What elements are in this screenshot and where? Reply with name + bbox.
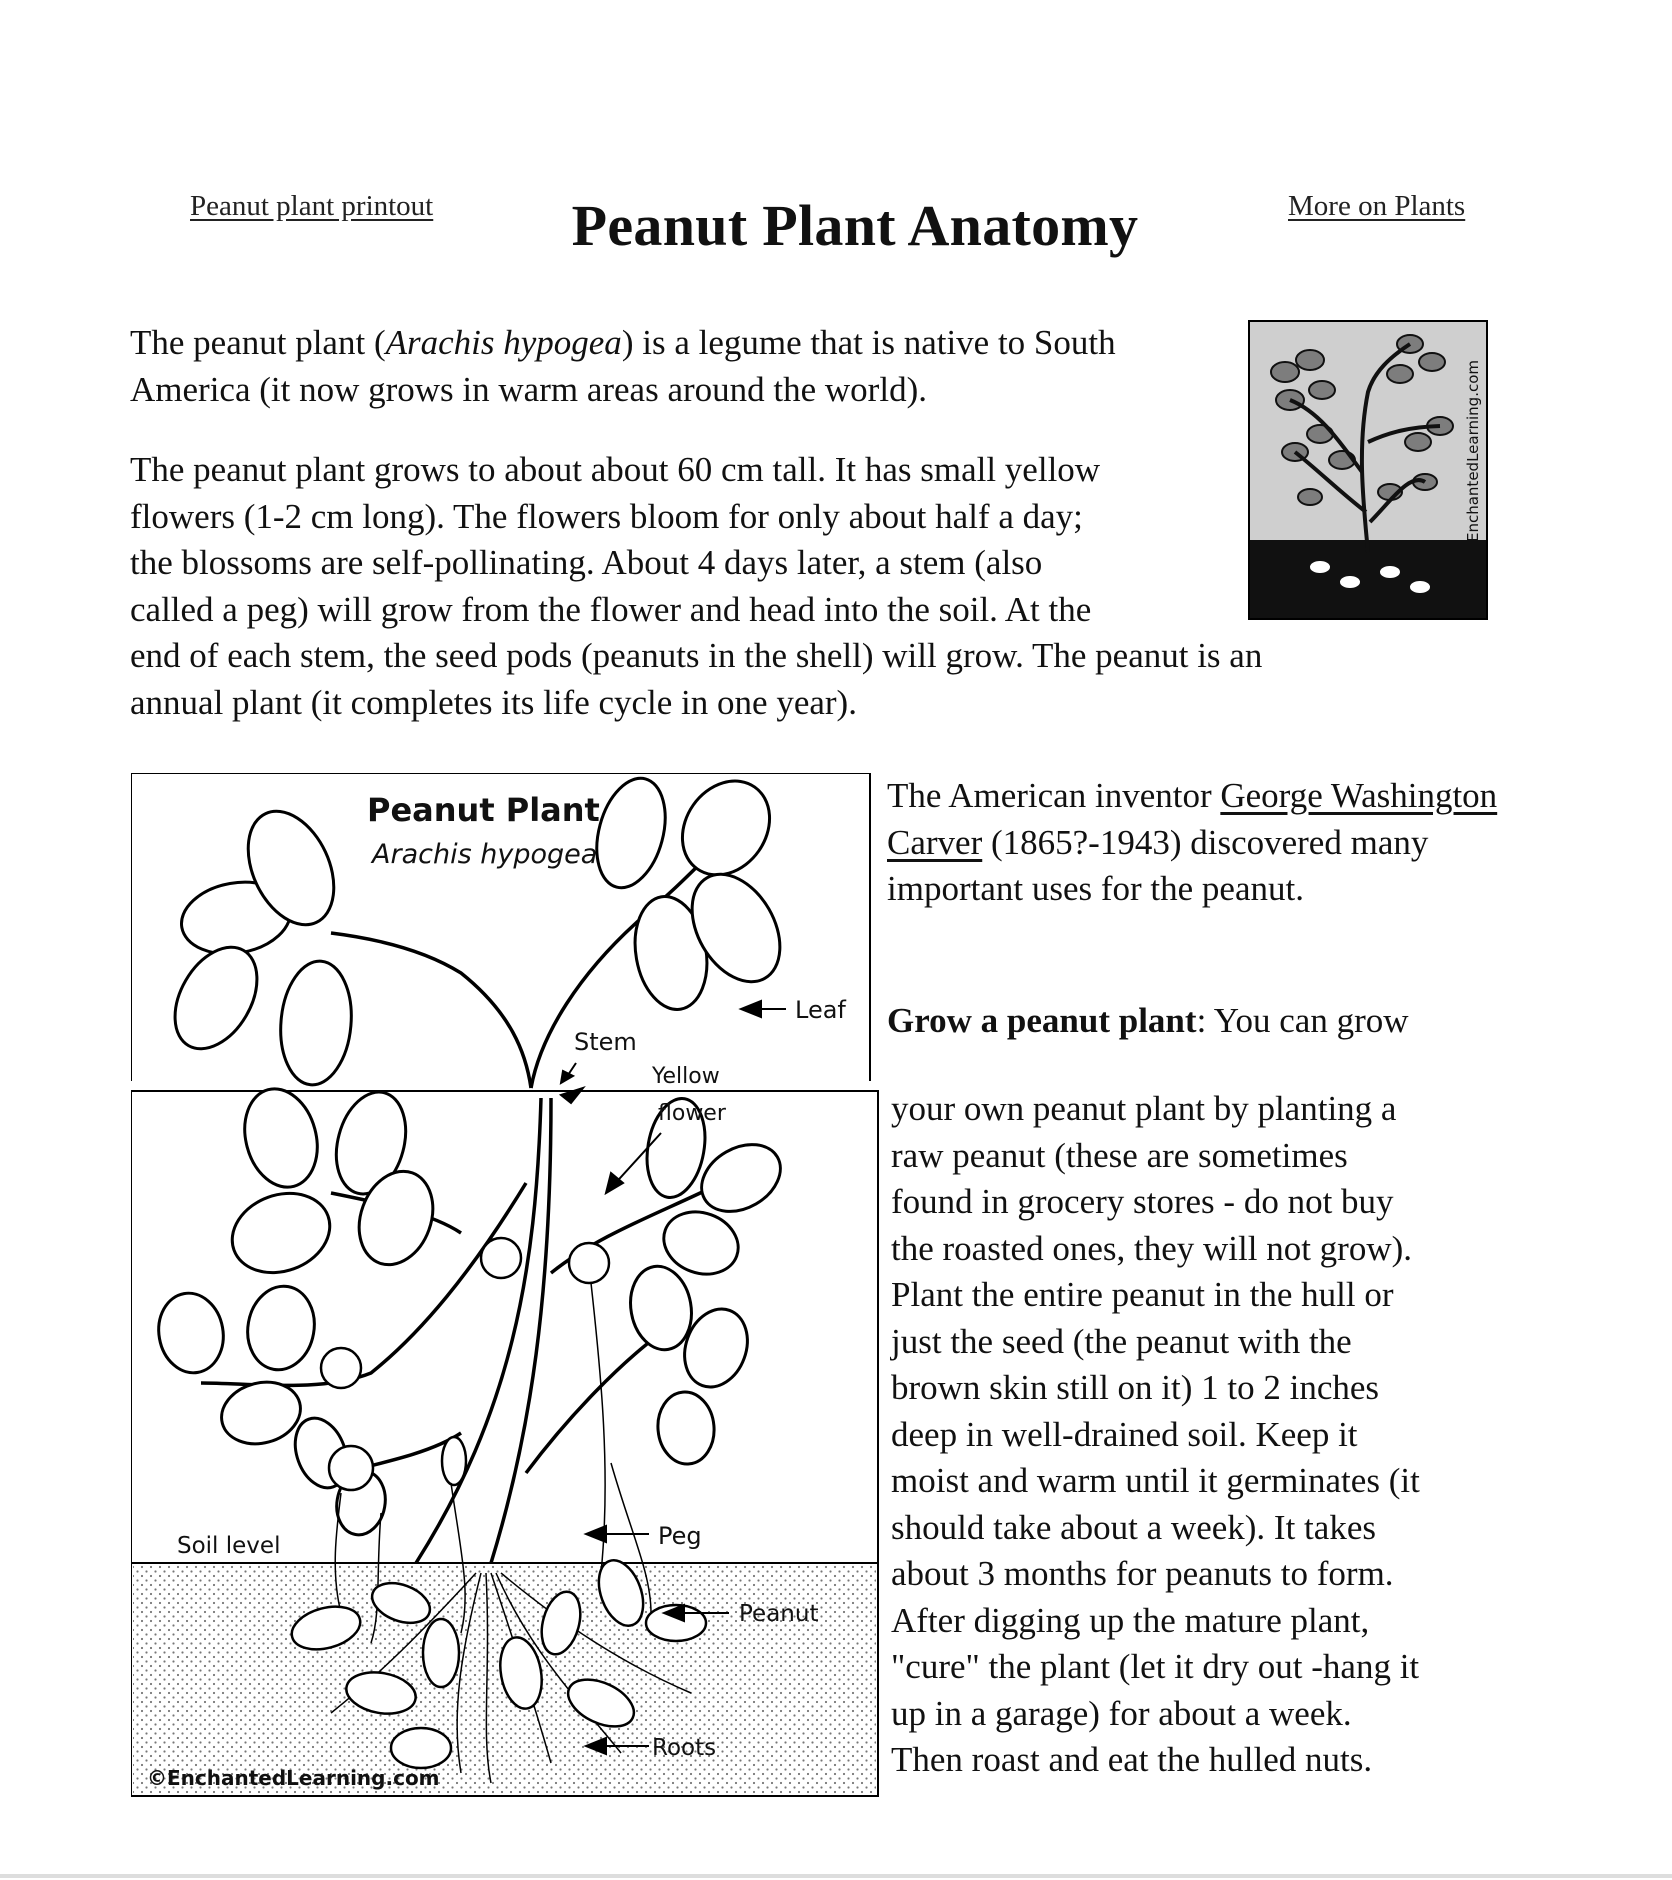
grow-line: should take about a week). It takes — [891, 1507, 1376, 1547]
leaf — [234, 1081, 327, 1196]
diagram-title: Peanut Plant — [367, 791, 600, 829]
flower — [569, 1243, 609, 1283]
grow-line: raw peanut (these are sometimes — [891, 1135, 1348, 1175]
flower — [321, 1348, 361, 1388]
roots-label: Roots — [652, 1735, 717, 1761]
more-on-plants-link[interactable]: More on Plants — [1288, 190, 1466, 222]
grow-line: deep in well-drained soil. Keep it — [891, 1414, 1358, 1454]
leaf — [276, 958, 357, 1088]
grow-line: up in a garage) for about a week. — [891, 1693, 1352, 1733]
carver-intro: The American inventor — [887, 776, 1221, 815]
peanut-printout-link[interactable]: Peanut plant printout — [190, 190, 434, 222]
grow-line: moist and warm until it germinates (it — [891, 1461, 1420, 1500]
leaf — [221, 1180, 341, 1286]
stem-label: Stem — [574, 1028, 637, 1056]
leaf-label: Leaf — [795, 996, 846, 1024]
peanut-pod — [391, 1728, 451, 1768]
grow-heading: Grow a peanut plant — [887, 1001, 1197, 1040]
intro-paragraph — [130, 320, 1210, 413]
leaf — [153, 1288, 230, 1378]
flower-bud — [442, 1437, 466, 1485]
grow-line: brown skin still on it) 1 to 2 inches — [891, 1368, 1380, 1407]
thumbnail-watermark: EnchantedLearning.com — [1464, 360, 1482, 542]
grow-line: the roasted ones, they will not grow). — [891, 1228, 1413, 1268]
growth-line: annual plant (it completes its life cycle in one year). — [130, 682, 857, 722]
peanut-plant-diagram — [131, 773, 879, 1797]
scientific-name: Arachis hypogea — [385, 323, 622, 362]
grow-line: Then roast and eat the hulled nuts. — [891, 1740, 1373, 1779]
grow-heading-line — [887, 998, 1507, 1045]
soil-level-label: Soil level — [177, 1533, 281, 1559]
carver-text: (1865?-1943) discovered many important uses for the peanut. — [887, 822, 1429, 908]
growth-line: called a peg) will grow from the flower and head into the soil. At the — [130, 589, 1092, 629]
intro-text-start: The peanut plant ( — [130, 323, 386, 362]
grow-line: about 3 months for peanuts to form. — [891, 1554, 1394, 1593]
main-stem — [416, 1098, 541, 1563]
page-title: Peanut Plant Anatomy — [571, 193, 1139, 258]
flower-label: flower — [658, 1101, 726, 1126]
peanut-pod — [423, 1619, 459, 1687]
stem-left-upper — [331, 933, 531, 1088]
diagram-subtitle: Arachis hypogea — [372, 839, 598, 870]
branch-right-lower — [526, 1333, 661, 1473]
page-bottom-edge — [0, 1874, 1672, 1878]
leaf — [655, 1390, 717, 1467]
carver-link[interactable]: George Washington Carver — [887, 776, 1498, 862]
flower — [481, 1238, 521, 1278]
intro-text-end: ) is a legume that is native to South America (it now grows in warm areas around the world). — [130, 323, 1116, 409]
flower — [329, 1446, 373, 1490]
grow-line: Plant the entire peanut in the hull or — [891, 1275, 1394, 1314]
main-stem-back — [491, 1098, 551, 1563]
grow-line: "cure" the plant (let it dry out -hang it — [891, 1647, 1420, 1686]
yellow-flower-label: Yellow — [652, 1064, 720, 1089]
grow-line: just the seed (the peanut with the — [891, 1321, 1352, 1361]
growth-paragraph — [130, 447, 1263, 726]
peanut-label: Peanut — [739, 1601, 819, 1627]
peanut-plant-thumbnail[interactable] — [1248, 320, 1488, 620]
leaf — [158, 933, 274, 1063]
growth-line: The peanut plant grows to about about 60 cm tall. It has small yellow — [130, 450, 1101, 489]
peg-label: Peg — [658, 1522, 702, 1550]
growth-line: end of each stem, the seed pods (peanuts in the shell) will grow. The peanut is an — [130, 636, 1263, 675]
growth-line: flowers (1-2 cm long). The flowers bloom for only about half a day; — [130, 496, 1083, 536]
grow-line: After digging up the mature plant, — [891, 1600, 1370, 1640]
copyright-label: ©EnchantedLearning.com — [147, 1766, 440, 1790]
grow-line: found in grocery stores - do not buy — [891, 1182, 1394, 1221]
leaf — [241, 1281, 321, 1375]
thumbnail-drawing — [1250, 322, 1486, 618]
carver-paragraph — [887, 773, 1507, 913]
growth-line: the blossoms are self-pollinating. About 4 days later, a stem (also — [130, 543, 1043, 582]
grow-paragraph — [891, 1086, 1511, 1784]
grow-line: your own peanut plant by planting a — [891, 1089, 1397, 1128]
grow-heading-rest: : You can grow — [1196, 1001, 1409, 1040]
